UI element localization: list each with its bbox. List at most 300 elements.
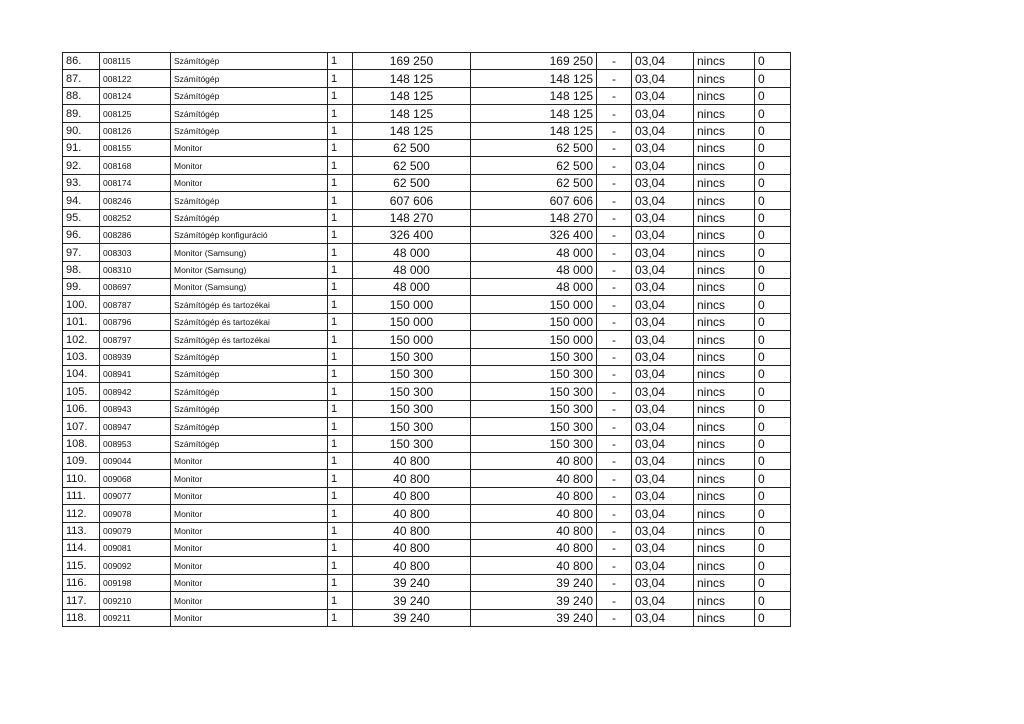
note-cell: nincs xyxy=(694,105,755,122)
dash-cell: - xyxy=(597,331,632,348)
item-name: Monitor xyxy=(171,157,328,174)
book-value: 148 125 xyxy=(471,122,597,139)
zero-cell: 0 xyxy=(755,122,791,139)
dash-cell: - xyxy=(597,122,632,139)
note-cell: nincs xyxy=(694,609,755,626)
zero-cell: 0 xyxy=(755,348,791,365)
table-row xyxy=(63,331,791,348)
table-row xyxy=(63,522,791,539)
item-name: Számítógép xyxy=(171,70,328,87)
table-row xyxy=(63,261,791,278)
book-value: 40 800 xyxy=(471,539,597,556)
zero-cell: 0 xyxy=(755,522,791,539)
inventory-table xyxy=(62,52,791,627)
zero-cell: 0 xyxy=(755,539,791,556)
book-value: 39 240 xyxy=(471,609,597,626)
dash-cell: - xyxy=(597,53,632,70)
note-cell: nincs xyxy=(694,331,755,348)
note-cell: nincs xyxy=(694,122,755,139)
dash-cell: - xyxy=(597,522,632,539)
dash-cell: - xyxy=(597,226,632,243)
quantity: 1 xyxy=(328,539,353,556)
rate-code: 03,04 xyxy=(632,609,694,626)
book-value: 62 500 xyxy=(471,139,597,156)
zero-cell: 0 xyxy=(755,418,791,435)
book-value: 39 240 xyxy=(471,592,597,609)
note-cell: nincs xyxy=(694,279,755,296)
inventory-code: 008126 xyxy=(100,122,171,139)
book-value: 62 500 xyxy=(471,157,597,174)
row-number: 97. xyxy=(63,244,100,261)
table-row xyxy=(63,609,791,626)
quantity: 1 xyxy=(328,192,353,209)
zero-cell: 0 xyxy=(755,53,791,70)
note-cell: nincs xyxy=(694,557,755,574)
note-cell: nincs xyxy=(694,70,755,87)
gross-value: 40 800 xyxy=(353,470,471,487)
inventory-code: 008697 xyxy=(100,279,171,296)
inventory-code: 009077 xyxy=(100,487,171,504)
item-name: Monitor xyxy=(171,139,328,156)
inventory-code: 008286 xyxy=(100,226,171,243)
row-number: 113. xyxy=(63,522,100,539)
gross-value: 150 000 xyxy=(353,296,471,313)
note-cell: nincs xyxy=(694,53,755,70)
dash-cell: - xyxy=(597,487,632,504)
rate-code: 03,04 xyxy=(632,139,694,156)
item-name: Számítógép xyxy=(171,209,328,226)
rate-code: 03,04 xyxy=(632,366,694,383)
table-row xyxy=(63,435,791,452)
inventory-code: 009079 xyxy=(100,522,171,539)
rate-code: 03,04 xyxy=(632,279,694,296)
inventory-code: 008797 xyxy=(100,331,171,348)
gross-value: 39 240 xyxy=(353,592,471,609)
zero-cell: 0 xyxy=(755,435,791,452)
zero-cell: 0 xyxy=(755,226,791,243)
rate-code: 03,04 xyxy=(632,557,694,574)
zero-cell: 0 xyxy=(755,174,791,191)
row-number: 104. xyxy=(63,366,100,383)
inventory-code: 008125 xyxy=(100,105,171,122)
quantity: 1 xyxy=(328,313,353,330)
rate-code: 03,04 xyxy=(632,383,694,400)
zero-cell: 0 xyxy=(755,139,791,156)
quantity: 1 xyxy=(328,366,353,383)
row-number: 110. xyxy=(63,470,100,487)
inventory-rows xyxy=(63,53,791,627)
table-row xyxy=(63,226,791,243)
quantity: 1 xyxy=(328,209,353,226)
gross-value: 169 250 xyxy=(353,53,471,70)
rate-code: 03,04 xyxy=(632,539,694,556)
table-row xyxy=(63,70,791,87)
row-number: 117. xyxy=(63,592,100,609)
zero-cell: 0 xyxy=(755,209,791,226)
dash-cell: - xyxy=(597,435,632,452)
note-cell: nincs xyxy=(694,209,755,226)
table-row xyxy=(63,139,791,156)
book-value: 169 250 xyxy=(471,53,597,70)
table-row xyxy=(63,209,791,226)
zero-cell: 0 xyxy=(755,487,791,504)
table-row xyxy=(63,418,791,435)
dash-cell: - xyxy=(597,279,632,296)
book-value: 48 000 xyxy=(471,244,597,261)
book-value: 148 125 xyxy=(471,105,597,122)
item-name: Számítógép konfiguráció xyxy=(171,226,328,243)
dash-cell: - xyxy=(597,383,632,400)
item-name: Számítógép xyxy=(171,122,328,139)
note-cell: nincs xyxy=(694,296,755,313)
item-name: Monitor xyxy=(171,592,328,609)
gross-value: 48 000 xyxy=(353,244,471,261)
gross-value: 62 500 xyxy=(353,139,471,156)
note-cell: nincs xyxy=(694,383,755,400)
quantity: 1 xyxy=(328,226,353,243)
note-cell: nincs xyxy=(694,244,755,261)
item-name: Számítógép és tartozékai xyxy=(171,313,328,330)
table-row xyxy=(63,383,791,400)
note-cell: nincs xyxy=(694,139,755,156)
dash-cell: - xyxy=(597,174,632,191)
zero-cell: 0 xyxy=(755,383,791,400)
row-number: 96. xyxy=(63,226,100,243)
gross-value: 150 300 xyxy=(353,348,471,365)
zero-cell: 0 xyxy=(755,331,791,348)
table-row xyxy=(63,366,791,383)
book-value: 40 800 xyxy=(471,505,597,522)
row-number: 95. xyxy=(63,209,100,226)
zero-cell: 0 xyxy=(755,105,791,122)
row-number: 103. xyxy=(63,348,100,365)
table-row xyxy=(63,539,791,556)
zero-cell: 0 xyxy=(755,452,791,469)
rate-code: 03,04 xyxy=(632,53,694,70)
inventory-code: 008953 xyxy=(100,435,171,452)
quantity: 1 xyxy=(328,435,353,452)
book-value: 148 125 xyxy=(471,87,597,104)
table-row xyxy=(63,174,791,191)
item-name: Monitor xyxy=(171,557,328,574)
row-number: 88. xyxy=(63,87,100,104)
rate-code: 03,04 xyxy=(632,452,694,469)
inventory-code: 008115 xyxy=(100,53,171,70)
inventory-code: 009092 xyxy=(100,557,171,574)
row-number: 102. xyxy=(63,331,100,348)
book-value: 62 500 xyxy=(471,174,597,191)
item-name: Számítógép xyxy=(171,435,328,452)
book-value: 150 300 xyxy=(471,348,597,365)
book-value: 150 000 xyxy=(471,296,597,313)
dash-cell: - xyxy=(597,209,632,226)
dash-cell: - xyxy=(597,192,632,209)
quantity: 1 xyxy=(328,487,353,504)
quantity: 1 xyxy=(328,592,353,609)
book-value: 148 125 xyxy=(471,70,597,87)
quantity: 1 xyxy=(328,174,353,191)
zero-cell: 0 xyxy=(755,244,791,261)
table-row xyxy=(63,244,791,261)
rate-code: 03,04 xyxy=(632,487,694,504)
item-name: Számítógép és tartozékai xyxy=(171,296,328,313)
quantity: 1 xyxy=(328,418,353,435)
inventory-code: 008941 xyxy=(100,366,171,383)
quantity: 1 xyxy=(328,348,353,365)
row-number: 111. xyxy=(63,487,100,504)
inventory-code: 009044 xyxy=(100,452,171,469)
item-name: Számítógép xyxy=(171,400,328,417)
inventory-code: 008155 xyxy=(100,139,171,156)
quantity: 1 xyxy=(328,505,353,522)
book-value: 48 000 xyxy=(471,261,597,278)
zero-cell: 0 xyxy=(755,366,791,383)
item-name: Számítógép xyxy=(171,105,328,122)
gross-value: 150 300 xyxy=(353,418,471,435)
table-row xyxy=(63,452,791,469)
book-value: 326 400 xyxy=(471,226,597,243)
zero-cell: 0 xyxy=(755,592,791,609)
zero-cell: 0 xyxy=(755,313,791,330)
zero-cell: 0 xyxy=(755,609,791,626)
inventory-code: 008787 xyxy=(100,296,171,313)
dash-cell: - xyxy=(597,261,632,278)
inventory-sheet xyxy=(62,52,791,627)
quantity: 1 xyxy=(328,139,353,156)
note-cell: nincs xyxy=(694,470,755,487)
gross-value: 40 800 xyxy=(353,452,471,469)
gross-value: 326 400 xyxy=(353,226,471,243)
row-number: 98. xyxy=(63,261,100,278)
note-cell: nincs xyxy=(694,87,755,104)
note-cell: nincs xyxy=(694,400,755,417)
item-name: Számítógép xyxy=(171,192,328,209)
inventory-code: 008174 xyxy=(100,174,171,191)
row-number: 89. xyxy=(63,105,100,122)
row-number: 106. xyxy=(63,400,100,417)
gross-value: 150 000 xyxy=(353,331,471,348)
row-number: 116. xyxy=(63,574,100,591)
note-cell: nincs xyxy=(694,522,755,539)
table-row xyxy=(63,53,791,70)
note-cell: nincs xyxy=(694,348,755,365)
table-row xyxy=(63,470,791,487)
row-number: 108. xyxy=(63,435,100,452)
row-number: 114. xyxy=(63,539,100,556)
book-value: 607 606 xyxy=(471,192,597,209)
gross-value: 40 800 xyxy=(353,539,471,556)
row-number: 87. xyxy=(63,70,100,87)
inventory-code: 008942 xyxy=(100,383,171,400)
inventory-code: 008943 xyxy=(100,400,171,417)
rate-code: 03,04 xyxy=(632,261,694,278)
inventory-code: 008947 xyxy=(100,418,171,435)
gross-value: 48 000 xyxy=(353,279,471,296)
item-name: Monitor xyxy=(171,470,328,487)
row-number: 99. xyxy=(63,279,100,296)
zero-cell: 0 xyxy=(755,470,791,487)
row-number: 118. xyxy=(63,609,100,626)
inventory-code: 008124 xyxy=(100,87,171,104)
zero-cell: 0 xyxy=(755,261,791,278)
row-number: 86. xyxy=(63,53,100,70)
table-row xyxy=(63,592,791,609)
note-cell: nincs xyxy=(694,313,755,330)
item-name: Számítógép xyxy=(171,418,328,435)
item-name: Monitor xyxy=(171,174,328,191)
note-cell: nincs xyxy=(694,452,755,469)
zero-cell: 0 xyxy=(755,279,791,296)
row-number: 93. xyxy=(63,174,100,191)
table-row xyxy=(63,348,791,365)
item-name: Számítógép xyxy=(171,348,328,365)
inventory-code: 009210 xyxy=(100,592,171,609)
book-value: 150 300 xyxy=(471,435,597,452)
zero-cell: 0 xyxy=(755,296,791,313)
quantity: 1 xyxy=(328,383,353,400)
item-name: Monitor xyxy=(171,505,328,522)
book-value: 150 300 xyxy=(471,383,597,400)
row-number: 112. xyxy=(63,505,100,522)
note-cell: nincs xyxy=(694,505,755,522)
book-value: 148 270 xyxy=(471,209,597,226)
rate-code: 03,04 xyxy=(632,87,694,104)
item-name: Monitor xyxy=(171,487,328,504)
dash-cell: - xyxy=(597,105,632,122)
inventory-code: 008796 xyxy=(100,313,171,330)
inventory-code: 008939 xyxy=(100,348,171,365)
gross-value: 62 500 xyxy=(353,157,471,174)
rate-code: 03,04 xyxy=(632,244,694,261)
rate-code: 03,04 xyxy=(632,400,694,417)
item-name: Monitor xyxy=(171,452,328,469)
rate-code: 03,04 xyxy=(632,174,694,191)
dash-cell: - xyxy=(597,574,632,591)
dash-cell: - xyxy=(597,452,632,469)
quantity: 1 xyxy=(328,296,353,313)
table-row xyxy=(63,557,791,574)
quantity: 1 xyxy=(328,331,353,348)
row-number: 92. xyxy=(63,157,100,174)
item-name: Monitor (Samsung) xyxy=(171,279,328,296)
item-name: Monitor (Samsung) xyxy=(171,244,328,261)
dash-cell: - xyxy=(597,87,632,104)
book-value: 150 300 xyxy=(471,366,597,383)
rate-code: 03,04 xyxy=(632,522,694,539)
table-row xyxy=(63,87,791,104)
item-name: Számítógép xyxy=(171,53,328,70)
dash-cell: - xyxy=(597,557,632,574)
item-name: Monitor xyxy=(171,522,328,539)
quantity: 1 xyxy=(328,400,353,417)
book-value: 150 000 xyxy=(471,313,597,330)
zero-cell: 0 xyxy=(755,87,791,104)
item-name: Számítógép és tartozékai xyxy=(171,331,328,348)
dash-cell: - xyxy=(597,505,632,522)
gross-value: 148 270 xyxy=(353,209,471,226)
gross-value: 40 800 xyxy=(353,557,471,574)
row-number: 94. xyxy=(63,192,100,209)
rate-code: 03,04 xyxy=(632,157,694,174)
book-value: 150 000 xyxy=(471,331,597,348)
quantity: 1 xyxy=(328,522,353,539)
rate-code: 03,04 xyxy=(632,331,694,348)
gross-value: 48 000 xyxy=(353,261,471,278)
rate-code: 03,04 xyxy=(632,435,694,452)
book-value: 40 800 xyxy=(471,487,597,504)
book-value: 48 000 xyxy=(471,279,597,296)
rate-code: 03,04 xyxy=(632,105,694,122)
quantity: 1 xyxy=(328,53,353,70)
item-name: Monitor xyxy=(171,609,328,626)
inventory-code: 008122 xyxy=(100,70,171,87)
inventory-code: 009078 xyxy=(100,505,171,522)
rate-code: 03,04 xyxy=(632,313,694,330)
gross-value: 150 300 xyxy=(353,435,471,452)
table-row xyxy=(63,487,791,504)
quantity: 1 xyxy=(328,557,353,574)
quantity: 1 xyxy=(328,470,353,487)
gross-value: 148 125 xyxy=(353,87,471,104)
quantity: 1 xyxy=(328,279,353,296)
dash-cell: - xyxy=(597,470,632,487)
row-number: 115. xyxy=(63,557,100,574)
book-value: 40 800 xyxy=(471,470,597,487)
note-cell: nincs xyxy=(694,192,755,209)
dash-cell: - xyxy=(597,244,632,261)
zero-cell: 0 xyxy=(755,70,791,87)
zero-cell: 0 xyxy=(755,574,791,591)
inventory-code: 008303 xyxy=(100,244,171,261)
quantity: 1 xyxy=(328,244,353,261)
note-cell: nincs xyxy=(694,174,755,191)
inventory-code: 009068 xyxy=(100,470,171,487)
rate-code: 03,04 xyxy=(632,348,694,365)
item-name: Monitor xyxy=(171,539,328,556)
gross-value: 150 300 xyxy=(353,366,471,383)
zero-cell: 0 xyxy=(755,192,791,209)
row-number: 100. xyxy=(63,296,100,313)
gross-value: 150 000 xyxy=(353,313,471,330)
item-name: Monitor (Samsung) xyxy=(171,261,328,278)
inventory-code: 008252 xyxy=(100,209,171,226)
dash-cell: - xyxy=(597,296,632,313)
rate-code: 03,04 xyxy=(632,209,694,226)
rate-code: 03,04 xyxy=(632,470,694,487)
dash-cell: - xyxy=(597,70,632,87)
dash-cell: - xyxy=(597,366,632,383)
rate-code: 03,04 xyxy=(632,505,694,522)
zero-cell: 0 xyxy=(755,400,791,417)
rate-code: 03,04 xyxy=(632,192,694,209)
row-number: 101. xyxy=(63,313,100,330)
zero-cell: 0 xyxy=(755,157,791,174)
inventory-code: 008310 xyxy=(100,261,171,278)
note-cell: nincs xyxy=(694,487,755,504)
dash-cell: - xyxy=(597,539,632,556)
row-number: 109. xyxy=(63,452,100,469)
quantity: 1 xyxy=(328,105,353,122)
table-row xyxy=(63,574,791,591)
table-row xyxy=(63,122,791,139)
gross-value: 150 300 xyxy=(353,400,471,417)
item-name: Számítógép xyxy=(171,366,328,383)
gross-value: 39 240 xyxy=(353,574,471,591)
gross-value: 39 240 xyxy=(353,609,471,626)
dash-cell: - xyxy=(597,157,632,174)
table-row xyxy=(63,279,791,296)
gross-value: 40 800 xyxy=(353,505,471,522)
